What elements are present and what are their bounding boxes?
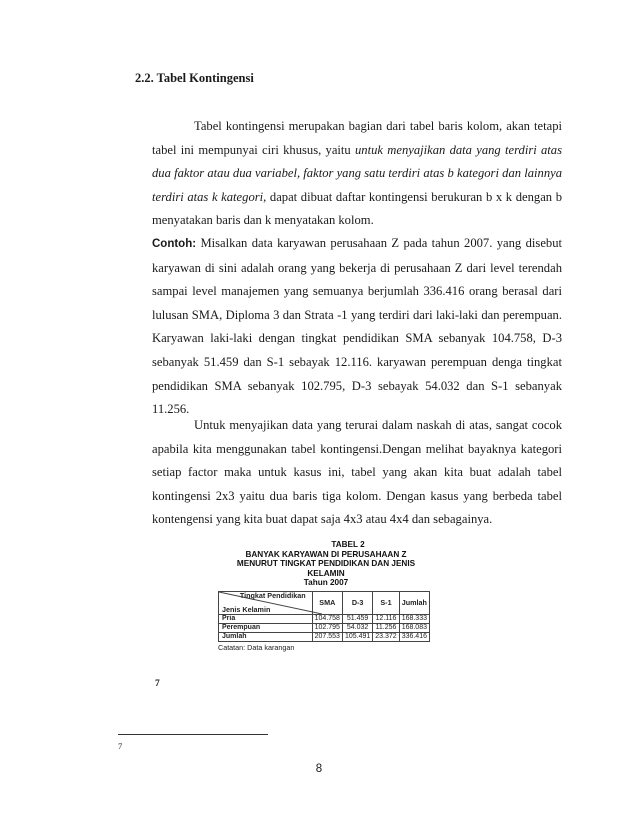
- column-header: Jumlah: [399, 591, 429, 614]
- section-heading: 2.2. Tabel Kontingensi: [135, 71, 254, 85]
- row-label: Jumlah: [219, 632, 313, 641]
- table-row: [219, 614, 430, 623]
- table-corner-cell: [219, 591, 313, 614]
- table-cell: 54.032: [342, 623, 372, 632]
- table-cell: 23.372: [373, 632, 399, 641]
- column-header: SMA: [312, 591, 342, 614]
- column-header: D-3: [342, 591, 372, 614]
- row-label: Perempuan: [219, 623, 313, 632]
- table-row: [219, 623, 430, 632]
- table-cell: 168.083: [399, 623, 429, 632]
- table-cell: 51.459: [342, 614, 372, 623]
- page-number: 8: [315, 763, 323, 775]
- row-label: Pria: [219, 614, 313, 623]
- corner-label-bottom: Jenis Kelamin: [222, 604, 271, 614]
- table-title-line: Tahun 2007: [303, 578, 349, 588]
- table-cell: 12.116: [373, 614, 399, 623]
- table-cell: 105.491: [342, 632, 372, 641]
- paragraph-text: Misalkan data karyawan perusahaan Z pada tahun 2007. yang disebut karyawan di sini adalah orang yang bekerja di perusahaan Z dari level terendah sampai level manajemen yang semuanya berjumlah 336.416 orang berasal dari lulusan SMA, Diploma 3 dan Strata -1 yang terdiri dari laki-laki dan perempuan. Karyawan laki-laki dengan tingkat pendidikan SMA sebanyak 104.758, D-3 sebanyak 51.459 dan S-1 sebayak 12.116. karyawan perempuan denga tingkat pendidikan SMA sebanyak 102.795, D-3 sebayak 54.032 dan S-1 sebanyak 11.256.: [152, 236, 562, 417]
- paragraph-text: Untuk menyajikan data yang terurai dalam naskah di atas, sangat cocok apabila kita menggunakan tabel kontingensi.Dengan melihat bayaknya kategori setiap factor maka untuk kasus ini, tabel yang akan kita buat adalah tabel kontingensi 2x3 yaitu dua baris tiga kolom. Dengan kasus yang berbeda tabel kontengensi yang kita buat dapat saja 4x3 atau 4x4 dan sebagainya.: [152, 418, 562, 527]
- paragraph-definition: [152, 115, 562, 233]
- table-header-row: [219, 591, 430, 614]
- example-label: Contoh:: [152, 238, 197, 250]
- table-title-line: TABEL 2: [331, 540, 365, 549]
- corner-label-top: Tingkat Pendidikan: [239, 590, 306, 600]
- table-cell: 336.416: [399, 632, 429, 641]
- table-cell: 104.758: [312, 614, 342, 623]
- contingency-table: [218, 591, 430, 642]
- footnote-separator: [118, 734, 268, 735]
- table-note: Catatan: Data karangan: [218, 642, 295, 652]
- paragraph-text: Tabel kontingensi merupakan bagian dari tabel baris kolom, akan tetapi tabel ini mempunyai ciri khusus, yaitu: [152, 119, 562, 157]
- table-cell: 207.553: [312, 632, 342, 641]
- table-title-line: MENURUT TINGKAT PENDIDIKAN DAN JENIS KELAMIN: [236, 559, 416, 578]
- table-cell: 168.333: [399, 614, 429, 623]
- paragraph-explanation: [152, 414, 562, 532]
- table-figure: [218, 540, 434, 652]
- table-cell: 102.795: [312, 623, 342, 632]
- table-cell: 11.256: [373, 623, 399, 632]
- table-row: [219, 632, 430, 641]
- table-title-line: BANYAK KARYAWAN DI PERUSAHAAN Z: [245, 549, 407, 559]
- footnote-reference: 7: [155, 679, 160, 689]
- paragraph-italic-text: untuk menyajikan data yang terdiri atas dua faktor atau dua variabel, faktor yang satu terdiri atas b kategori dan lainnya terdiri atas k kategori: [152, 142, 562, 204]
- column-header: S-1: [373, 591, 399, 614]
- table-title: [218, 540, 434, 588]
- footnote-number: 7: [118, 741, 123, 751]
- paragraph-text: , dapat dibuat daftar kontingensi berukuran b x k dengan b menyatakan baris dan k menyatakan kolom.: [152, 189, 562, 228]
- paragraph-example: [152, 232, 562, 422]
